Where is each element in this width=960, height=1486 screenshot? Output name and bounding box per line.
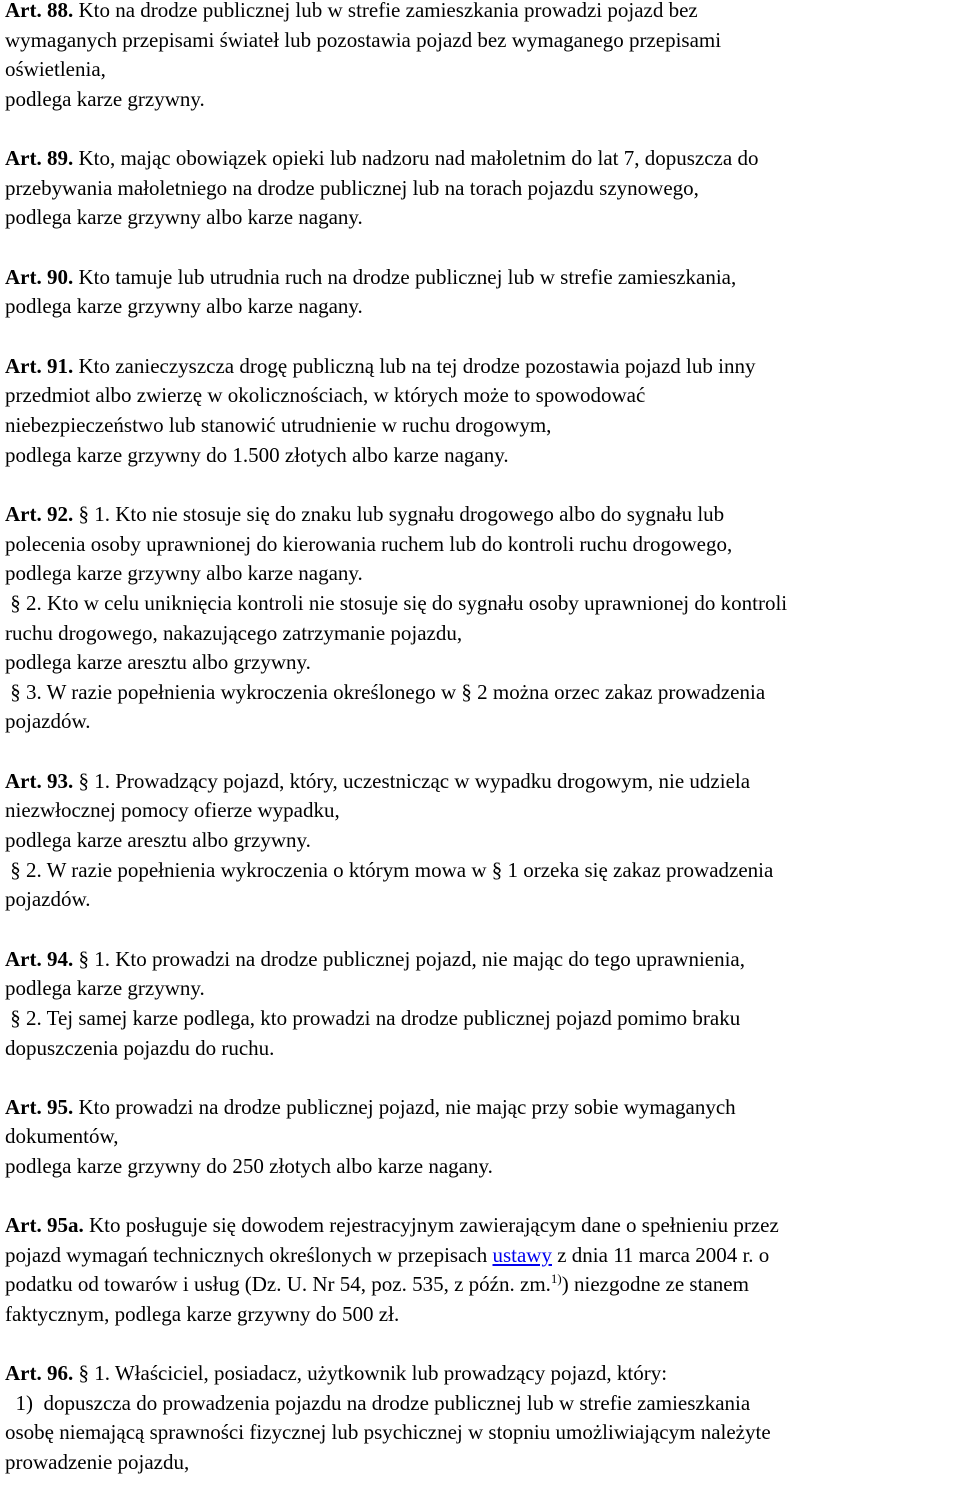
art-94-text-1: § 1. Kto prowadzi na drodze publicznej pojazd, nie mając do tego uprawnienia, xyxy=(73,947,745,971)
art-92-line-4: § 2. Kto w celu uniknięcia kontroli nie stosuje się do sygnału osoby uprawnionej do kontroli xyxy=(5,591,788,615)
art-95a-text-3b: ) niezgodne ze stanem xyxy=(561,1272,749,1296)
art-91-text-1: Kto zanieczyszcza drogę publiczną lub na tej drodze pozostawia pojazd lub inny xyxy=(73,354,756,378)
art-90-line-1 xyxy=(5,263,736,293)
art-89-line-3: podlega karze grzywny albo karze nagany. xyxy=(5,205,363,229)
art-95-line-3: podlega karze grzywny do 250 złotych albo karze nagany. xyxy=(5,1154,493,1178)
art-94-line-2: podlega karze grzywny. xyxy=(5,976,205,1000)
art-92-text-1: § 1. Kto nie stosuje się do znaku lub sygnału drogowego albo do sygnału lub xyxy=(73,502,725,526)
art-95-line-1 xyxy=(5,1093,736,1123)
art-93-line-1 xyxy=(5,767,750,797)
art-88-line-2: wymaganych przepisami świateł lub pozostawia pojazd bez wymaganego przepisami xyxy=(5,28,722,52)
art-92-line-7: § 3. W razie popełnienia wykroczenia określonego w § 2 można orzec zakaz prowadzenia xyxy=(5,680,766,704)
art-88-line-1 xyxy=(5,0,698,26)
art-90-text-1: Kto tamuje lub utrudnia ruch na drodze publicznej lub w strefie zamieszkania, xyxy=(73,265,737,289)
art-94-number: Art. 94. xyxy=(5,947,74,971)
art-94-line-3: § 2. Tej samej karze podlega, kto prowadzi na drodze publicznej pojazd pomimo braku xyxy=(5,1006,741,1030)
art-95-number: Art. 95. xyxy=(5,1095,74,1119)
art-95a-line-3 xyxy=(5,1270,749,1300)
art-89-text-1: Kto, mając obowiązek opieki lub nadzoru nad małoletnim do lat 7, dopuszcza do xyxy=(73,146,759,170)
art-95a-line-4: faktycznym, podlega karze grzywny do 500 zł. xyxy=(5,1302,400,1326)
art-92-line-1 xyxy=(5,500,724,530)
art-92-line-6: podlega karze aresztu albo grzywny. xyxy=(5,650,311,674)
art-88-line-3: oświetlenia, xyxy=(5,57,106,81)
art-95-text-1: Kto prowadzi na drodze publicznej pojazd, nie mając przy sobie wymaganych xyxy=(73,1095,736,1119)
art-94-line-1 xyxy=(5,945,745,975)
art-89-line-2: przebywania małoletniego na drodze publicznej lub na torach pojazdu szynowego, xyxy=(5,176,699,200)
art-96-line-3: osobę niemającą sprawności fizycznej lub psychicznej w stopniu umożliwiającym należyte xyxy=(5,1420,771,1444)
art-88-number: Art. 88. xyxy=(5,0,74,22)
art-90-line-2: podlega karze grzywny albo karze nagany. xyxy=(5,294,363,318)
art-90-number: Art. 90. xyxy=(5,265,74,289)
art-89-line-1 xyxy=(5,144,758,174)
art-94-line-4: dopuszczenia pojazdu do ruchu. xyxy=(5,1036,275,1060)
footnote-ref: 1) xyxy=(550,1271,562,1286)
art-93-line-5: pojazdów. xyxy=(5,887,91,911)
art-92-number: Art. 92. xyxy=(5,502,74,526)
art-96-number: Art. 96. xyxy=(5,1361,74,1385)
ustawy-link[interactable]: ustawy xyxy=(492,1243,552,1267)
art-91-line-1 xyxy=(5,352,755,382)
art-95-line-2: dokumentów, xyxy=(5,1124,119,1148)
art-95a-number: Art. 95a. xyxy=(5,1213,84,1237)
art-91-line-2: przedmiot albo zwierzę w okolicznościach, w których może to spowodować xyxy=(5,383,646,407)
art-92-line-2: polecenia osoby uprawnionej do kierowania ruchem lub do kontroli ruchu drogowego, xyxy=(5,532,733,556)
art-96-line-4: prowadzenie pojazdu, xyxy=(5,1450,190,1474)
art-96-text-1: § 1. Właściciel, posiadacz, użytkownik lub prowadzący pojazd, który: xyxy=(73,1361,668,1385)
art-95a-text-1: Kto posługuje się dowodem rejestracyjnym zawierającym dane o spełnieniu przez xyxy=(83,1213,779,1237)
art-95a-line-2 xyxy=(5,1241,769,1271)
art-93-line-3: podlega karze aresztu albo grzywny. xyxy=(5,828,311,852)
art-93-text-1: § 1. Prowadzący pojazd, który, uczestnicząc w wypadku drogowym, nie udziela xyxy=(73,769,751,793)
art-95a-text-2b: z dnia 11 marca 2004 r. o xyxy=(551,1243,770,1267)
art-89-number: Art. 89. xyxy=(5,146,74,170)
art-91-line-4: podlega karze grzywny do 1.500 złotych albo karze nagany. xyxy=(5,443,509,467)
art-95a-text-2a: pojazd wymagań technicznych określonych w przepisach xyxy=(5,1243,493,1267)
art-92-line-3: podlega karze grzywny albo karze nagany. xyxy=(5,561,363,585)
art-95a-line-1 xyxy=(5,1211,779,1241)
art-88-text-1: Kto na drodze publicznej lub w strefie zamieszkania prowadzi pojazd bez xyxy=(73,0,698,22)
art-95a-text-3a: podatku od towarów i usług (Dz. U. Nr 54, poz. 535, z późn. zm. xyxy=(5,1272,551,1296)
art-93-number: Art. 93. xyxy=(5,769,74,793)
art-91-line-3: niebezpieczeństwo lub stanowić utrudnienie w ruchu drogowym, xyxy=(5,413,552,437)
art-96-line-2: 1) dopuszcza do prowadzenia pojazdu na drodze publicznej lub w strefie zamieszkania xyxy=(5,1391,751,1415)
art-96-line-1 xyxy=(5,1359,667,1389)
art-92-line-8: pojazdów. xyxy=(5,709,91,733)
art-93-line-4: § 2. W razie popełnienia wykroczenia o którym mowa w § 1 orzeka się zakaz prowadzenia xyxy=(5,858,774,882)
art-92-line-5: ruchu drogowego, nakazującego zatrzymanie pojazdu, xyxy=(5,621,463,645)
art-88-line-4: podlega karze grzywny. xyxy=(5,87,205,111)
art-91-number: Art. 91. xyxy=(5,354,74,378)
art-93-line-2: niezwłocznej pomocy ofierze wypadku, xyxy=(5,798,340,822)
